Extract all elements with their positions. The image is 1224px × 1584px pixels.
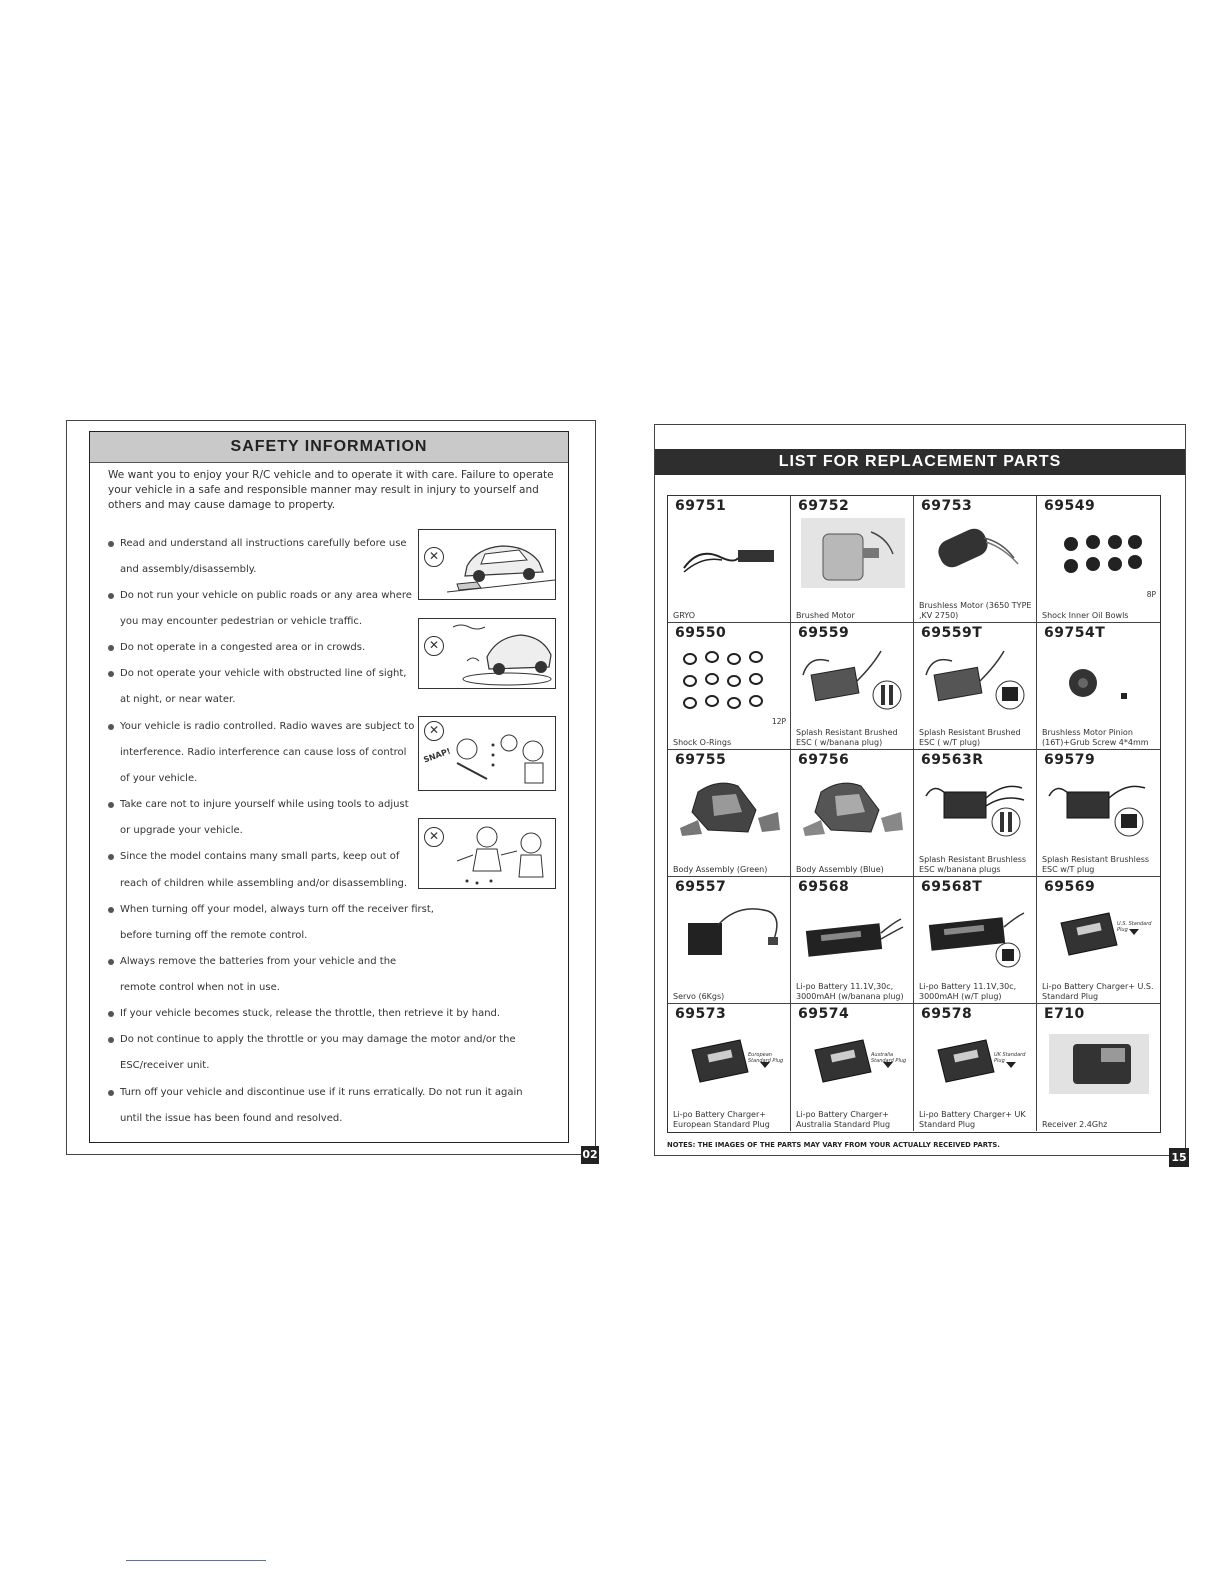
lipo-battery-t-image xyxy=(924,899,1028,969)
part-count: 12P xyxy=(771,717,786,726)
safety-frame xyxy=(89,431,569,1143)
safety-item-cont: ESC/receiver unit. xyxy=(120,1060,210,1071)
illustration-read-instructions xyxy=(418,529,556,600)
part-cell xyxy=(914,877,1037,1004)
part-number: 69578 xyxy=(921,1006,973,1022)
safety-page xyxy=(66,420,596,1155)
part-description: Li-po Battery 11.1V,30c, 3000mAH (w/banana plug) xyxy=(796,982,904,1001)
body-green-image xyxy=(678,772,782,842)
snap-text: SNAP! xyxy=(422,746,452,765)
parts-page xyxy=(654,424,1186,1156)
part-number: 69753 xyxy=(921,498,973,514)
illustration-children xyxy=(418,818,556,889)
part-number: 69549 xyxy=(1044,498,1096,514)
part-number: 69550 xyxy=(675,625,727,641)
part-number: 69574 xyxy=(798,1006,850,1022)
part-cell xyxy=(791,623,914,750)
safety-item-cont: of your vehicle. xyxy=(120,773,198,784)
safety-item: Do not continue to apply the throttle or you may damage the motor and/or the xyxy=(120,1034,516,1045)
receiver-image xyxy=(1047,1026,1151,1096)
parts-notes: NOTES: THE IMAGES OF THE PARTS MAY VARY FROM YOUR ACTUALLY RECEIVED PARTS. xyxy=(667,1141,1000,1149)
safety-item: Do not operate your vehicle with obstructed line of sight, xyxy=(120,668,406,679)
part-cell xyxy=(1037,877,1160,1004)
part-number: 69751 xyxy=(675,498,727,514)
part-description: Splash Resistant Brushless ESC w/banana plugs xyxy=(919,855,1027,874)
part-cell xyxy=(1037,750,1160,877)
part-cell xyxy=(791,877,914,1004)
part-number: 69568T xyxy=(921,879,983,895)
part-description: Body Assembly (Blue) xyxy=(796,864,884,874)
charger-us-image xyxy=(1047,899,1151,969)
part-description: Li-po Battery Charger+ Australia Standard Plug xyxy=(796,1110,891,1129)
safety-item: Read and understand all instructions carefully before use xyxy=(120,538,407,549)
part-description: Splash Resistant Brushless ESC w/T plug xyxy=(1042,855,1150,874)
oil-bowls-image xyxy=(1047,518,1151,588)
part-cell xyxy=(1037,623,1160,750)
part-cell xyxy=(914,623,1037,750)
part-number: 69755 xyxy=(675,752,727,768)
part-cell xyxy=(914,750,1037,877)
safety-title: SAFETY INFORMATION xyxy=(90,432,568,463)
part-cell xyxy=(668,496,791,623)
part-number: 69559T xyxy=(921,625,983,641)
part-description: Shock Inner Oil Bowls xyxy=(1042,610,1129,620)
safety-item-cont: you may encounter pedestrian or vehicle traffic. xyxy=(120,616,363,627)
pinion-image xyxy=(1047,645,1151,715)
part-number: 69752 xyxy=(798,498,850,514)
safety-item: Turn off your vehicle and discontinue use if it runs erratically. Do not run it again xyxy=(120,1087,523,1098)
part-description: Brushed Motor xyxy=(796,610,855,620)
page-number-left: 02 xyxy=(581,1146,599,1164)
part-count: 8P xyxy=(1146,590,1156,599)
servo-image xyxy=(678,899,782,969)
part-description: Brushless Motor (3650 TYPE ,KV 2750) xyxy=(919,601,1032,620)
brushless-esc-image xyxy=(924,772,1028,842)
prohibited-icon: ✕ xyxy=(424,721,444,741)
o-rings-image xyxy=(678,645,782,715)
safety-intro: We want you to enjoy your R/C vehicle and to operate it with care. Failure to operate your vehicle in a safe and responsible manner may result in injury to yourself and others and may cause damage to property. xyxy=(108,469,554,511)
prohibited-icon: ✕ xyxy=(424,547,444,567)
safety-item: Your vehicle is radio controlled. Radio waves are subject to xyxy=(120,721,414,732)
safety-item-cont: or upgrade your vehicle. xyxy=(120,825,243,836)
safety-item-cont: reach of children while assembling and/or disassembling. xyxy=(120,878,408,889)
part-description: Li-po Battery Charger+ U.S. Standard Plug xyxy=(1042,982,1154,1001)
illustration-water xyxy=(418,618,556,689)
part-description: Shock O-Rings xyxy=(673,737,732,747)
brushed-esc-t-image xyxy=(924,645,1028,715)
gyro-image xyxy=(678,518,782,588)
plug-label: European Standard Plug xyxy=(748,1052,784,1064)
safety-item: If your vehicle becomes stuck, release the throttle, then retrieve it by hand. xyxy=(120,1008,500,1019)
part-number: 69557 xyxy=(675,879,727,895)
lipo-battery-image xyxy=(801,899,905,969)
part-description: Li-po Battery Charger+ European Standard Plug xyxy=(673,1110,770,1129)
part-description: GRYO xyxy=(673,610,695,620)
part-number: 69579 xyxy=(1044,752,1096,768)
part-cell xyxy=(668,750,791,877)
plug-label: Australia Standard Plug xyxy=(871,1052,907,1064)
parts-grid xyxy=(667,495,1161,1133)
safety-item-cont: and assembly/disassembly. xyxy=(120,564,257,575)
part-number: 69756 xyxy=(798,752,850,768)
part-description: Splash Resistant Brushed ESC ( w/banana plug) xyxy=(796,728,898,747)
safety-item-cont: until the issue has been found and resolved. xyxy=(120,1113,343,1124)
part-description: Servo (6Kgs) xyxy=(673,991,725,1001)
part-number: 69573 xyxy=(675,1006,727,1022)
part-cell xyxy=(914,496,1037,623)
part-number: 69568 xyxy=(798,879,850,895)
part-cell xyxy=(791,750,914,877)
safety-item: Since the model contains many small parts, keep out of xyxy=(120,851,399,862)
safety-item-cont: interference. Radio interference can cause loss of control xyxy=(120,747,407,758)
safety-item: Take care not to injure yourself while using tools to adjust xyxy=(120,799,409,810)
part-description: Li-po Battery 11.1V,30c, 3000mAH (w/T plug) xyxy=(919,982,1017,1001)
safety-item: When turning off your model, always turn off the receiver first, xyxy=(120,904,434,915)
part-number: 69563R xyxy=(921,752,984,768)
part-number: 69569 xyxy=(1044,879,1096,895)
part-cell xyxy=(1037,496,1160,623)
part-cell xyxy=(668,623,791,750)
part-description: Li-po Battery Charger+ UK Standard Plug xyxy=(919,1110,1026,1129)
plug-label: U.S. Standard Plug xyxy=(1117,921,1152,933)
bottom-rule xyxy=(126,1560,266,1561)
part-cell xyxy=(791,1004,914,1131)
safety-item-cont: at night, or near water. xyxy=(120,694,236,705)
children-drawing xyxy=(447,821,555,887)
brushed-motor-image xyxy=(801,518,905,588)
safety-item-cont: before turning off the remote control. xyxy=(120,930,308,941)
brushed-esc-image xyxy=(801,645,905,715)
illustration-interference xyxy=(418,716,556,791)
part-description: Brushless Motor Pinion (16T)+Grub Screw 4*4mm xyxy=(1042,728,1149,747)
part-number: 69559 xyxy=(798,625,850,641)
brushless-motor-image xyxy=(924,518,1028,588)
part-cell xyxy=(668,1004,791,1131)
safety-item: Do not operate in a congested area or in crowds. xyxy=(120,642,365,653)
plug-label: UK Standard Plug xyxy=(994,1052,1026,1064)
part-cell xyxy=(791,496,914,623)
brushless-esc-t-image xyxy=(1047,772,1151,842)
part-cell xyxy=(914,1004,1037,1131)
part-cell xyxy=(1037,1004,1160,1131)
interference-drawing xyxy=(447,723,555,789)
safety-item: Do not run your vehicle on public roads or any area where xyxy=(120,590,412,601)
prohibited-icon: ✕ xyxy=(424,827,444,847)
part-number: E710 xyxy=(1044,1006,1085,1022)
prohibited-icon: ✕ xyxy=(424,636,444,656)
car-water-drawing xyxy=(447,621,555,687)
part-number: 69754T xyxy=(1044,625,1106,641)
safety-item-cont: remote control when not in use. xyxy=(120,982,280,993)
car-road-drawing xyxy=(447,532,555,598)
page-number-right: 15 xyxy=(1169,1148,1189,1167)
part-description: Body Assembly (Green) xyxy=(673,864,768,874)
parts-title: LIST FOR REPLACEMENT PARTS xyxy=(655,449,1185,475)
part-description: Receiver 2.4Ghz xyxy=(1042,1119,1108,1129)
safety-item: Always remove the batteries from your vehicle and the xyxy=(120,956,396,967)
body-blue-image xyxy=(801,772,905,842)
part-cell xyxy=(668,877,791,1004)
part-description: Splash Resistant Brushed ESC ( w/T plug) xyxy=(919,728,1021,747)
